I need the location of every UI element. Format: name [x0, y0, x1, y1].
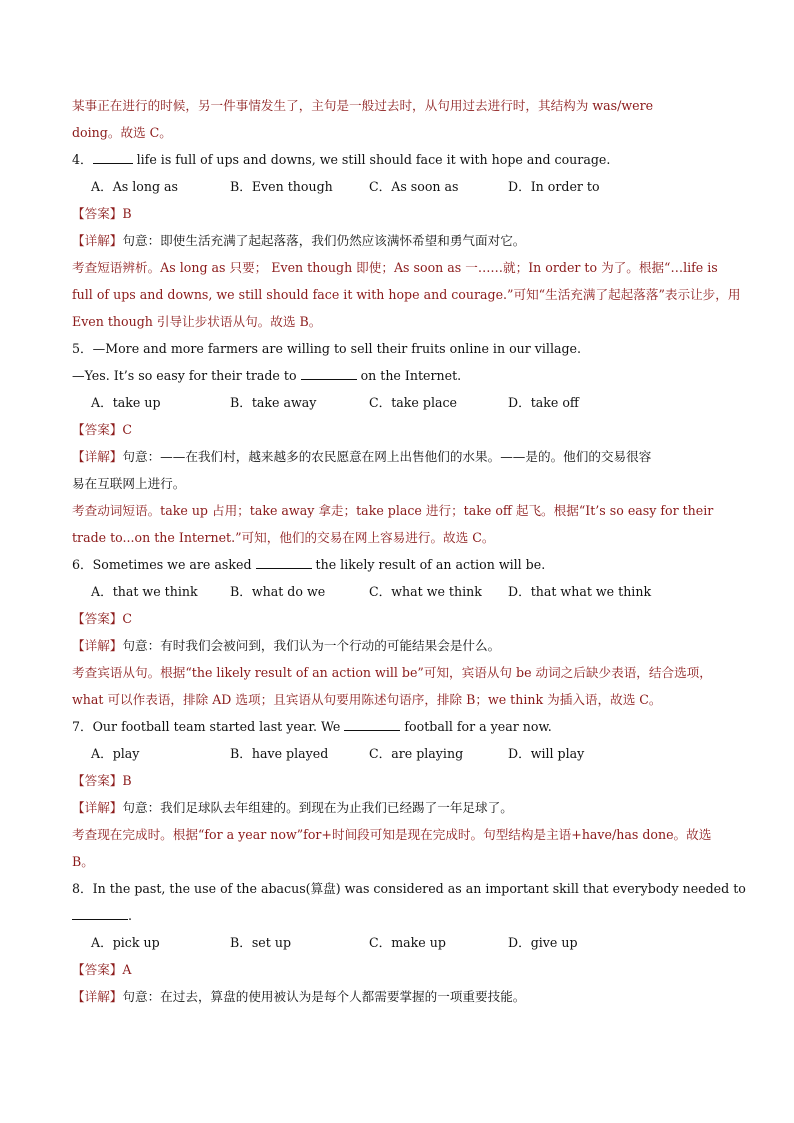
question-4-detail — [72, 227, 724, 254]
answer-blank — [93, 150, 133, 164]
answer-blank — [344, 717, 400, 731]
option-b: B．set up — [230, 935, 292, 950]
detail-tag: 【详解】 — [72, 989, 123, 1004]
stem-text: Our football team started last year. We — [92, 719, 341, 734]
option-b: B．what do we — [230, 584, 326, 599]
question-5-analysis-1: 考查动词短语。take up 占用；take away 拿走；take place 进行；take off 起飞。根据“It’s so easy for their — [72, 503, 714, 518]
answer-value: C — [122, 422, 133, 437]
stem-text: the likely result of an action will be. — [315, 557, 546, 572]
answer-tag: 【答案】 — [72, 962, 123, 977]
question-number: 4． — [72, 152, 93, 167]
option-c: C．are playing — [369, 746, 464, 761]
question-8-answer — [72, 956, 724, 983]
question-4-options — [72, 173, 724, 200]
question-4-analysis-3: Even though 引导让步状语从句。故选 B。 — [72, 314, 322, 329]
question-6-stem — [72, 551, 724, 578]
answer-tag: 【答案】 — [72, 611, 123, 626]
answer-blank — [301, 366, 357, 380]
option-d: D．take off — [508, 395, 579, 410]
answer-value: A — [122, 962, 132, 977]
answer-tag: 【答案】 — [72, 206, 123, 221]
option-b: B．Even though — [230, 179, 333, 194]
question-5-stem-1 — [72, 335, 724, 362]
option-d: D．In order to — [508, 179, 600, 194]
detail-tag: 【详解】 — [72, 449, 123, 464]
question-7-analysis-2: B。 — [72, 854, 94, 869]
question-number: 8． — [72, 881, 93, 896]
stem-text: Sometimes we are asked — [92, 557, 252, 572]
stem-text: —Yes. It’s so easy for their trade to — [72, 368, 297, 383]
detail-tag: 【详解】 — [72, 800, 123, 815]
question-6-options — [72, 578, 724, 605]
option-c: C．take place — [369, 395, 457, 410]
stem-text: life is full of ups and downs, we still should face it with hope and courage. — [136, 152, 611, 167]
option-d: D．will play — [508, 746, 585, 761]
detail-tag: 【详解】 — [72, 233, 123, 248]
option-a: A．play — [91, 746, 140, 761]
option-c: C．what we think — [369, 584, 482, 599]
question-7-answer — [72, 767, 724, 794]
detail-text: 句意：有时我们会被问到，我们认为一个行动的可能结果会是什么。 — [122, 638, 501, 653]
option-a: A．pick up — [91, 935, 160, 950]
stem-text: on the Internet. — [360, 368, 462, 383]
question-7-analysis-1: 考查现在完成时。根据“for a year now”for+时间段可知是现在完成时。句型结构是主语+have/has done。故选 — [72, 827, 712, 842]
detail-tag: 【详解】 — [72, 638, 123, 653]
question-5-analysis-2: trade to...on the Internet.”可知，他们的交易在网上容易进行。故选 C。 — [72, 530, 495, 545]
stem-text: In the past, the use of the abacus(算盘) was considered as an important skill that everybody needed to — [92, 881, 746, 896]
answer-tag: 【答案】 — [72, 422, 123, 437]
question-5-options — [72, 389, 724, 416]
answer-blank — [72, 906, 128, 920]
detail-text: 句意：——在我们村，越来越多的农民愿意在网上出售他们的水果。——是的。他们的交易很容 — [122, 449, 652, 464]
option-a: A．As long as — [91, 179, 179, 194]
option-d: D．that what we think — [508, 584, 652, 599]
question-6-analysis-1: 考查宾语从句。根据“the likely result of an action will be”可知，宾语从句 be 动词之后缺少表语，结合选项， — [72, 665, 712, 680]
option-d: D．give up — [508, 935, 578, 950]
question-number: 5． — [72, 341, 93, 356]
option-a: A．that we think — [91, 584, 198, 599]
question-6-detail — [72, 632, 724, 659]
question-5-detail-1 — [72, 443, 724, 470]
question-5-answer — [72, 416, 724, 443]
intro-line-2: doing。故选 C。 — [72, 125, 172, 140]
stem-text: —More and more farmers are willing to sell their fruits online in our village. — [92, 341, 582, 356]
intro-line-1: 某事正在进行的时候，另一件事情发生了，主句是一般过去时，从句用过去进行时，其结构为 was/were — [72, 98, 654, 113]
detail-text: 句意：我们足球队去年组建的。到现在为止我们已经踢了一年足球了。 — [122, 800, 513, 815]
question-4-analysis-2: full of ups and downs, we still should face it with hope and courage.”可知“生活充满了起起落落”表示让步，用 — [72, 287, 741, 302]
question-6-analysis-2: what 可以作表语，排除 AD 选项；且宾语从句要用陈述句语序，排除 B；we think 为插入语，故选 C。 — [72, 692, 662, 707]
option-c: C．As soon as — [369, 179, 459, 194]
option-b: B．have played — [230, 746, 329, 761]
question-8-stem-2 — [72, 902, 724, 929]
option-c: C．make up — [369, 935, 446, 950]
question-8-detail — [72, 983, 724, 1010]
question-8-options — [72, 929, 724, 956]
detail-text: 句意：在过去，算盘的使用被认为是每个人都需要掌握的一项重要技能。 — [122, 989, 526, 1004]
question-8-stem-1 — [72, 875, 746, 902]
document-page — [72, 92, 746, 1010]
question-6-answer — [72, 605, 724, 632]
detail-text: 句意：即使生活充满了起起落落，我们仍然应该满怀希望和勇气面对它。 — [122, 233, 526, 248]
question-4-analysis-1: 考查短语辨析。As long as 只要； Even though 即使；As soon as 一……就；In order to 为了。根据“…life is — [72, 260, 718, 275]
question-7-stem — [72, 713, 724, 740]
answer-value: B — [122, 206, 132, 221]
stem-text: . — [128, 908, 133, 923]
question-number: 7． — [72, 719, 93, 734]
question-4-stem — [72, 146, 724, 173]
question-4-answer — [72, 200, 724, 227]
answer-value: B — [122, 773, 132, 788]
answer-blank — [256, 555, 312, 569]
question-7-detail — [72, 794, 724, 821]
question-number: 6． — [72, 557, 93, 572]
answer-value: C — [122, 611, 133, 626]
option-b: B．take away — [230, 395, 317, 410]
stem-text: football for a year now. — [404, 719, 552, 734]
question-7-options — [72, 740, 724, 767]
question-5-stem-2 — [72, 362, 724, 389]
option-a: A．take up — [91, 395, 161, 410]
answer-tag: 【答案】 — [72, 773, 123, 788]
question-5-detail-2: 易在互联网上进行。 — [72, 476, 186, 491]
